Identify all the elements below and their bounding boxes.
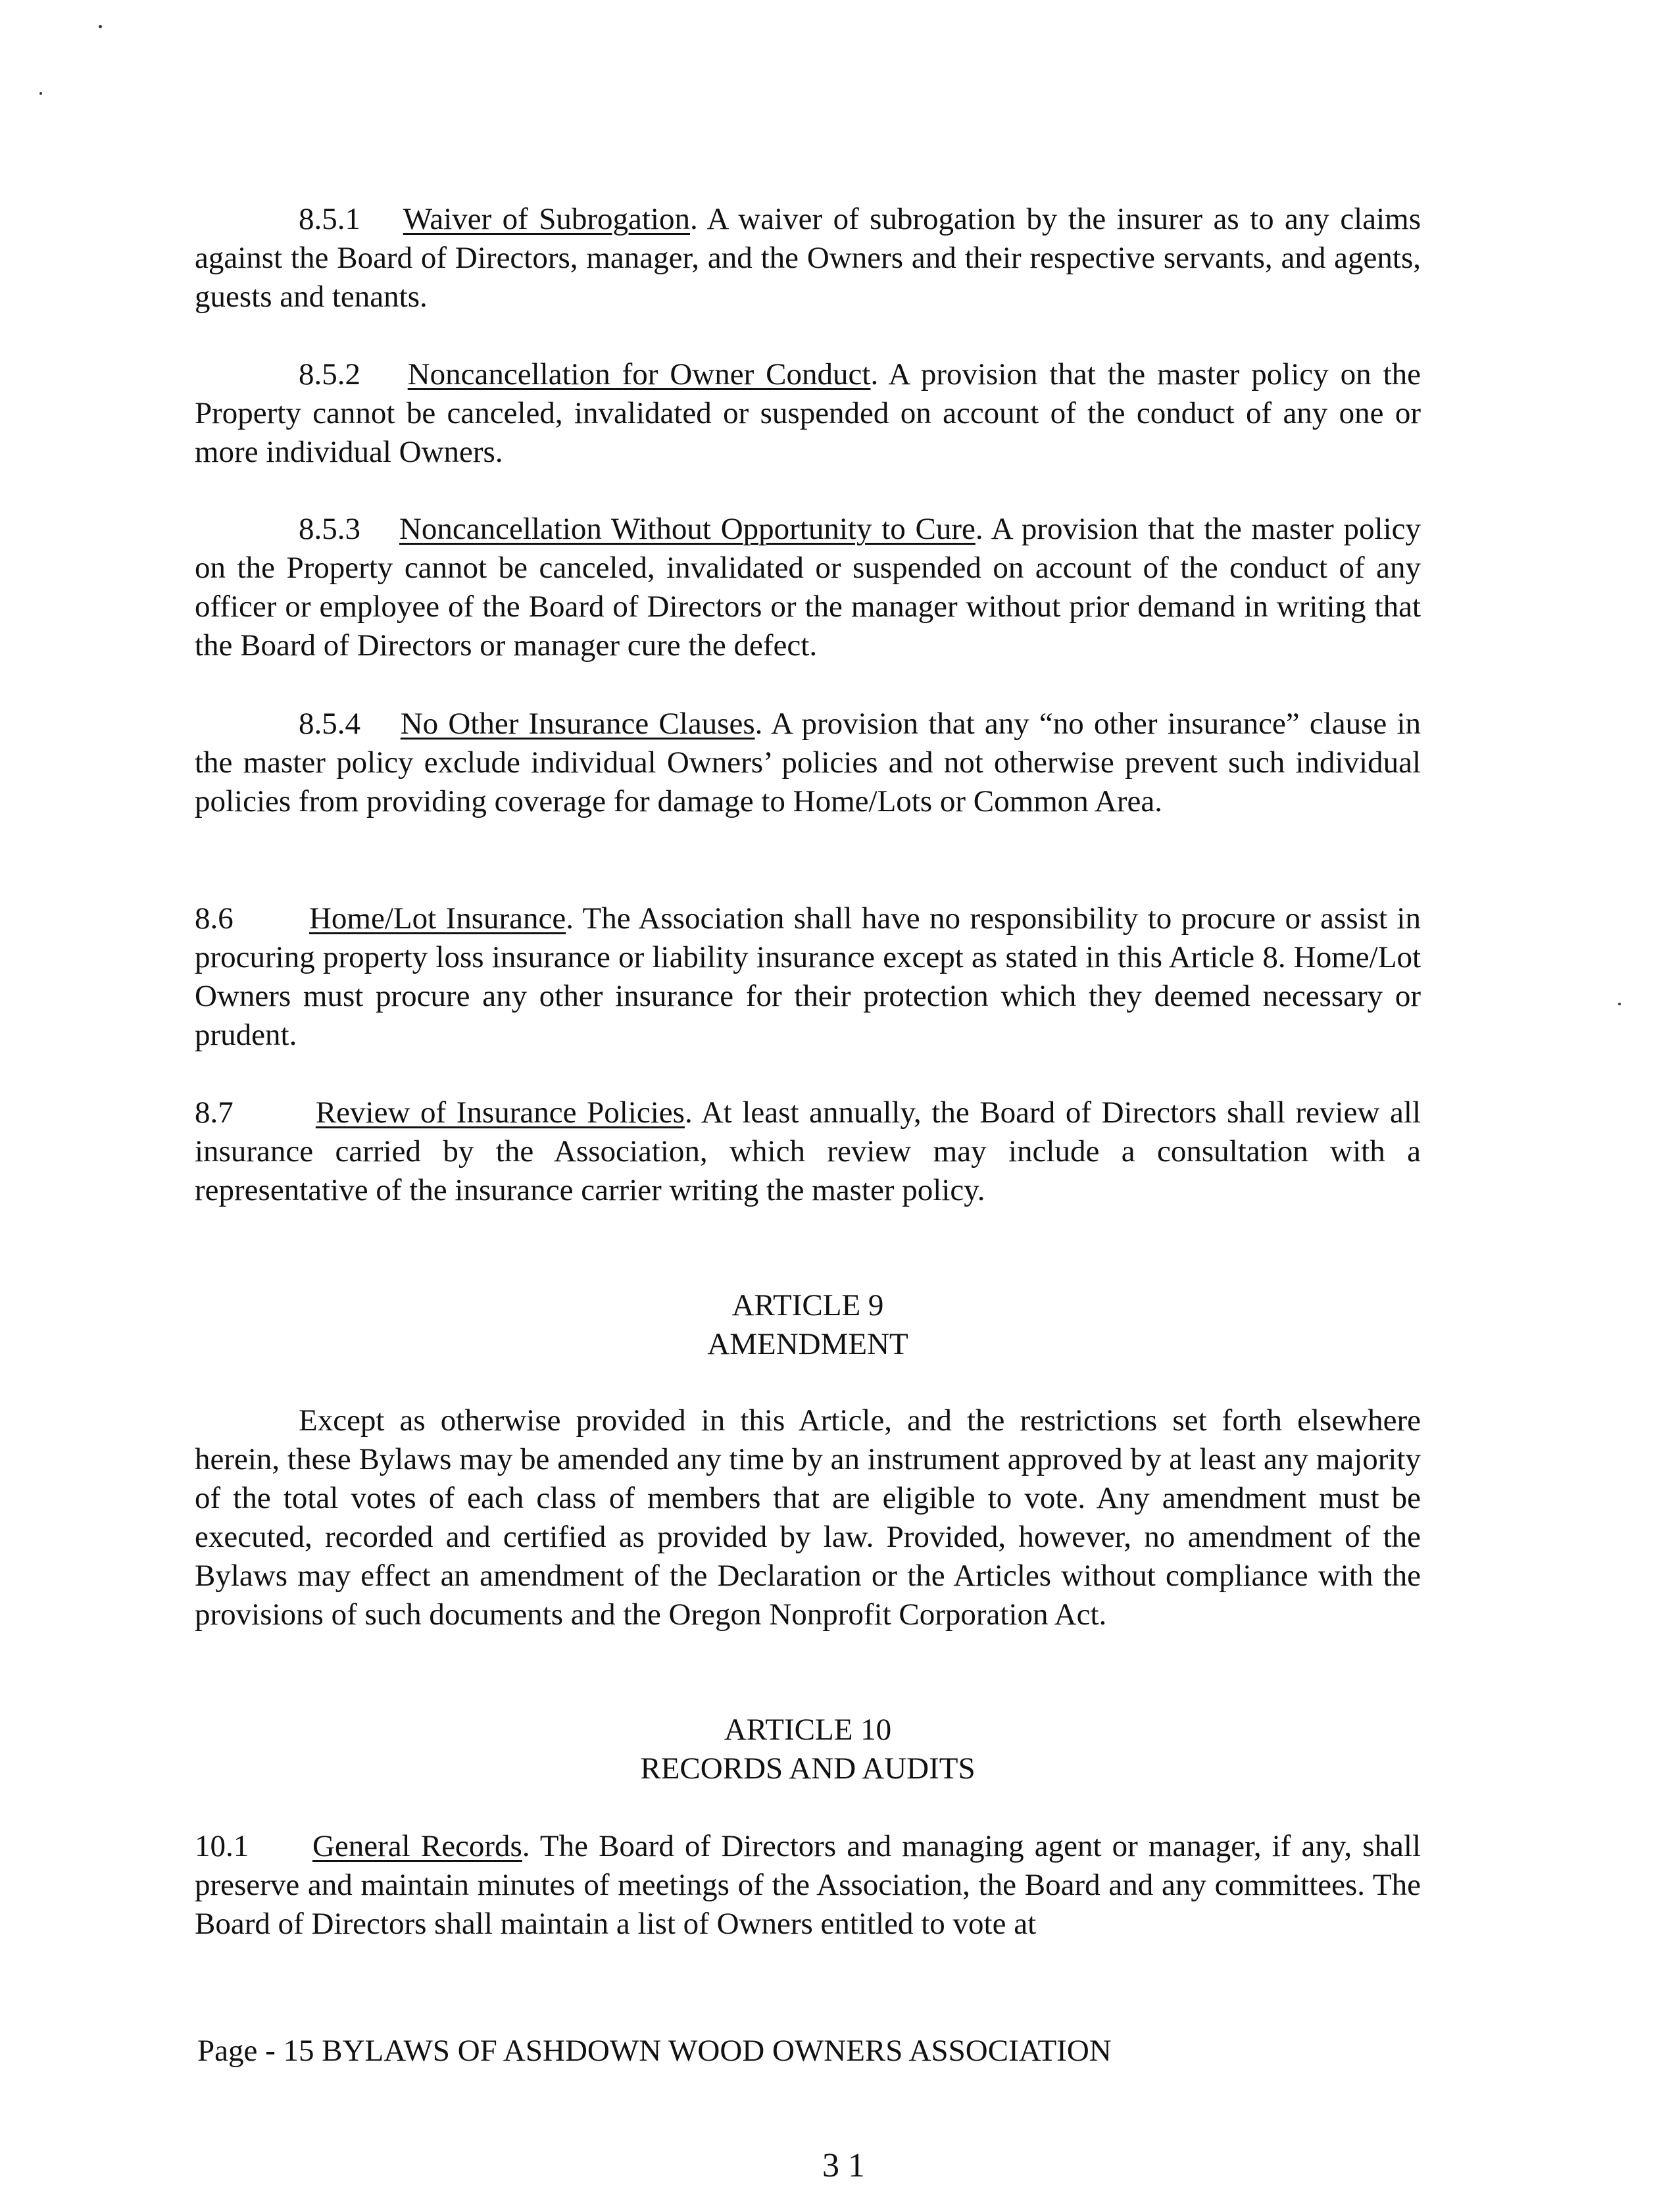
section-8-5-4 xyxy=(195,705,1421,821)
scan-speck xyxy=(39,92,42,95)
section-title: Review of Insurance Policies xyxy=(315,1095,685,1130)
section-title: Waiver of Subrogation xyxy=(403,202,690,236)
section-8-5-2 xyxy=(195,355,1421,472)
section-number: 8.5.4 xyxy=(299,707,360,741)
section-title: Noncancellation Without Opportunity to Cure xyxy=(399,512,976,546)
article-9-heading: ARTICLE 9 xyxy=(731,1288,884,1322)
section-8-7 xyxy=(195,1093,1421,1210)
article-9-text: Except as otherwise provided in this Article, and the restrictions set forth elsewhere herein, these Bylaws may be amended any time by an instrument approved by at least any majority of the total votes of each class of members that are eligible to vote. Any amendment must be executed, recorded and certified as provided by law. Provided, however, no amendment of the Bylaws may effect an amendment of the Declaration or the Articles without compliance with the provisions of such documents and the Oregon Nonprofit Corporation Act. xyxy=(195,1403,1421,1632)
section-text: . A waiver of subrogation by the insurer as to any claims against the Board of Directors, manager, and the Owners and their respective servants, and agents, guests and tenants. xyxy=(195,202,1421,314)
scan-speck xyxy=(99,25,102,28)
article-10-heading: ARTICLE 10 xyxy=(724,1713,892,1747)
section-8-5-1 xyxy=(195,200,1421,316)
section-number: 8.5.2 xyxy=(299,357,360,391)
section-10-1 xyxy=(195,1827,1421,1944)
section-text: . The Board of Directors and managing agent or manager, if any, shall preserve and maintain minutes of meetings of the Association, the Board and any committees. The Board of Directors shall maintain a list of Owners entitled to vote at xyxy=(195,1829,1421,1941)
section-number: 8.7 xyxy=(195,1095,234,1130)
section-8-5-3 xyxy=(195,510,1421,665)
section-text: . At least annually, the Board of Directors shall review all insurance carried by the Association, which review may include a consultation with a representative of the insurance carrier writing the master policy. xyxy=(195,1095,1421,1207)
section-number: 10.1 xyxy=(195,1829,249,1863)
section-text: . A provision that any “no other insurance” clause in the master policy exclude individual Owners’ policies and not otherwise prevent such individual policies from providing coverage for damage to Home/Lots or Common Area. xyxy=(195,707,1421,818)
article-9-title: AMENDMENT xyxy=(707,1327,908,1361)
scan-speck xyxy=(1618,1003,1621,1005)
section-8-6 xyxy=(195,899,1421,1055)
section-title: Home/Lot Insurance xyxy=(309,901,566,936)
page-footer: Page - 15 BYLAWS OF ASHDOWN WOOD OWNERS ASSOCIATION xyxy=(197,2034,1112,2068)
section-number: 8.5.1 xyxy=(299,202,360,236)
section-text: . A provision that the master policy on the Property cannot be canceled, invalidated or suspended on account of the conduct of any one or more individual Owners. xyxy=(195,357,1421,469)
section-number: 8.6 xyxy=(195,901,234,936)
section-title: No Other Insurance Clauses xyxy=(400,707,755,741)
section-text: . The Association shall have no responsibility to procure or assist in procuring property loss insurance or liability insurance except as stated in this Article 8. Home/Lot Owners must procure any other insurance for their protection which they deemed necessary or prudent. xyxy=(195,901,1421,1052)
article-10-title: RECORDS AND AUDITS xyxy=(640,1751,976,1786)
page-number: 3 1 xyxy=(822,2147,865,2184)
section-title: General Records xyxy=(312,1829,522,1863)
section-text: . A provision that the master policy on the Property cannot be canceled, invalidated or suspended on account of the conduct of any officer or employee of the Board of Directors or the manager without prior demand in writing that the Board of Directors or manager cure the defect. xyxy=(195,512,1421,663)
section-number: 8.5.3 xyxy=(299,512,360,546)
section-title: Noncancellation for Owner Conduct xyxy=(407,357,871,391)
